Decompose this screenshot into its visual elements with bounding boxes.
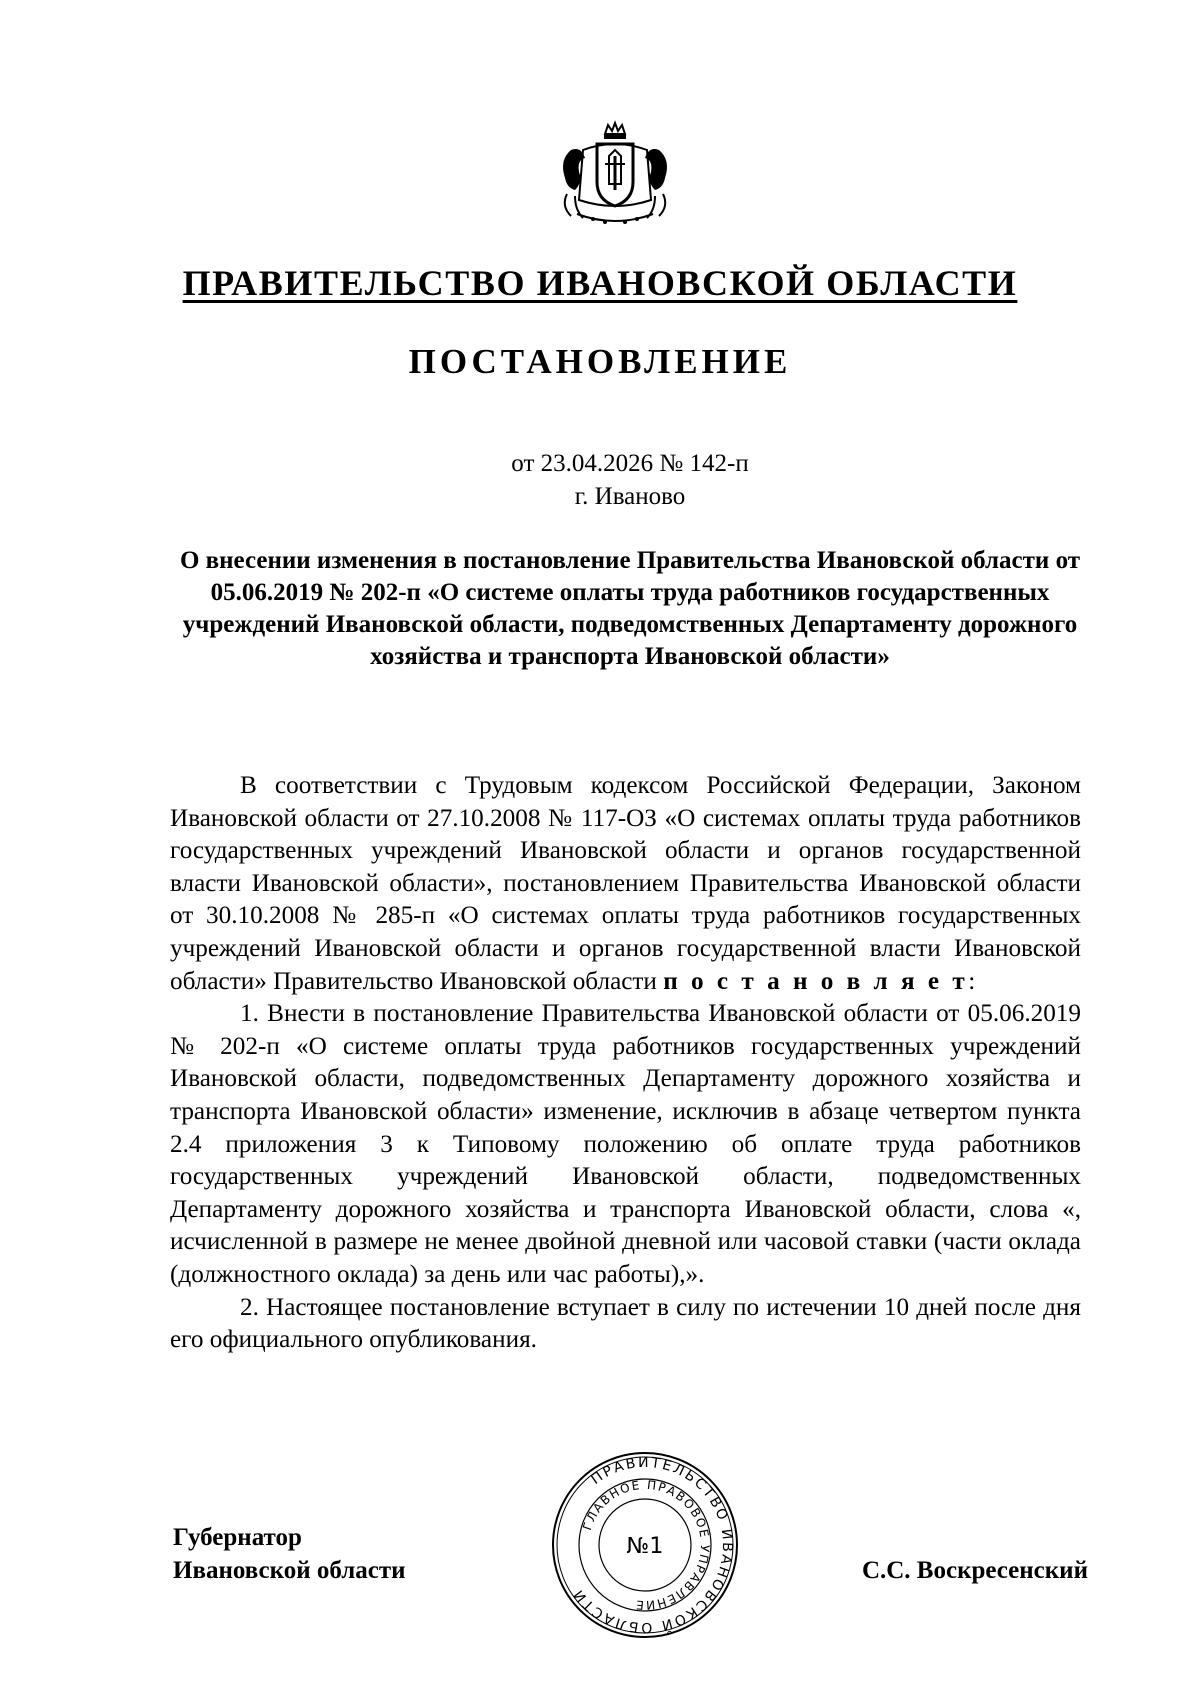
- government-title: [0, 262, 1200, 304]
- document-meta: [0, 447, 1200, 513]
- signatory-position: [173, 1521, 406, 1587]
- item-2-paragraph: 2. Настоящее постановление вступает в силу по истечении 10 дней после дня его официального опубликования.: [170, 1293, 1081, 1354]
- official-seal: [550, 1450, 740, 1640]
- document-subject: О внесении изменения в постановление Правительства Ивановской области от 05.06.2019 № 202-п «О системе оплаты труда работников государственных учреждений Ивановской области, подведомственных Департаменту дорожного хозяйства и транспорта Ивановской области»: [179, 547, 1081, 670]
- item-1-paragraph: 1. Внести в постановление Правительства Ивановской области от 05.06.2019 № 202-п «О системе оплаты труда работников государственных учреждений Ивановской области, подведомственных Департаменту дорожного хозяйства и транспорта Ивановской области» изменение, исключив в абзаце четвертом пункта 2.4 приложения 3 к Типовому положению об оплате труда работников государственных учреждений Ивановской области, подведомственных Департаменту дорожного хозяйства и транспорта Ивановской области, слова «, исчисленной в размере не менее двойной дневной или часовой ставки (части оклада (должностного оклада) за день или час работы),».: [170, 1000, 1081, 1288]
- document-type: ПОСТАНОВЛЕНИЕ: [408, 342, 792, 381]
- government-title-text: ПРАВИТЕЛЬСТВО ИВАНОВСКОЙ ОБЛАСТИ: [182, 263, 1018, 303]
- seal-number: №1: [626, 1534, 664, 1559]
- coat-of-arms-icon: [553, 120, 677, 228]
- seal-inner-text: ГЛАВНОЕ ПРАВОВОЕ УПРАВЛЕНИЕ: [580, 1477, 713, 1613]
- document-body: [170, 770, 1081, 1357]
- seal-outer-text: ПРАВИТЕЛЬСТВО ИВАНОВСКОЙ ОБЛАСТИ: [569, 1454, 736, 1636]
- signatory-name: С.С. Воскресенский: [861, 1557, 1088, 1584]
- preamble-paragraph: [170, 770, 1081, 998]
- signatory-position-line1: Губернатор: [173, 1524, 302, 1551]
- city: г. Иваново: [574, 483, 686, 510]
- signatory-position-line2: Ивановской области: [173, 1557, 406, 1584]
- preamble-text: В соответствии с Трудовым кодексом Российской Федерации, Законом Ивановской области от 27.10.2008 № 117-ОЗ «О системах оплаты труда работников государственных учреждений Ивановской области и органов государственной власти Ивановской области», постановлением Правительства Ивановской области от 30.10.2008 № 285-п «О системах оплаты труда работников государственных учреждений Ивановской области и органов государственной власти Ивановской области» Правительство Ивановской области: [170, 772, 1081, 995]
- resolves-colon: :: [968, 967, 976, 995]
- resolves-word: п о с т а н о в л я е т: [663, 967, 969, 995]
- date-number: от 23.04.2026 № 142-п: [511, 450, 749, 477]
